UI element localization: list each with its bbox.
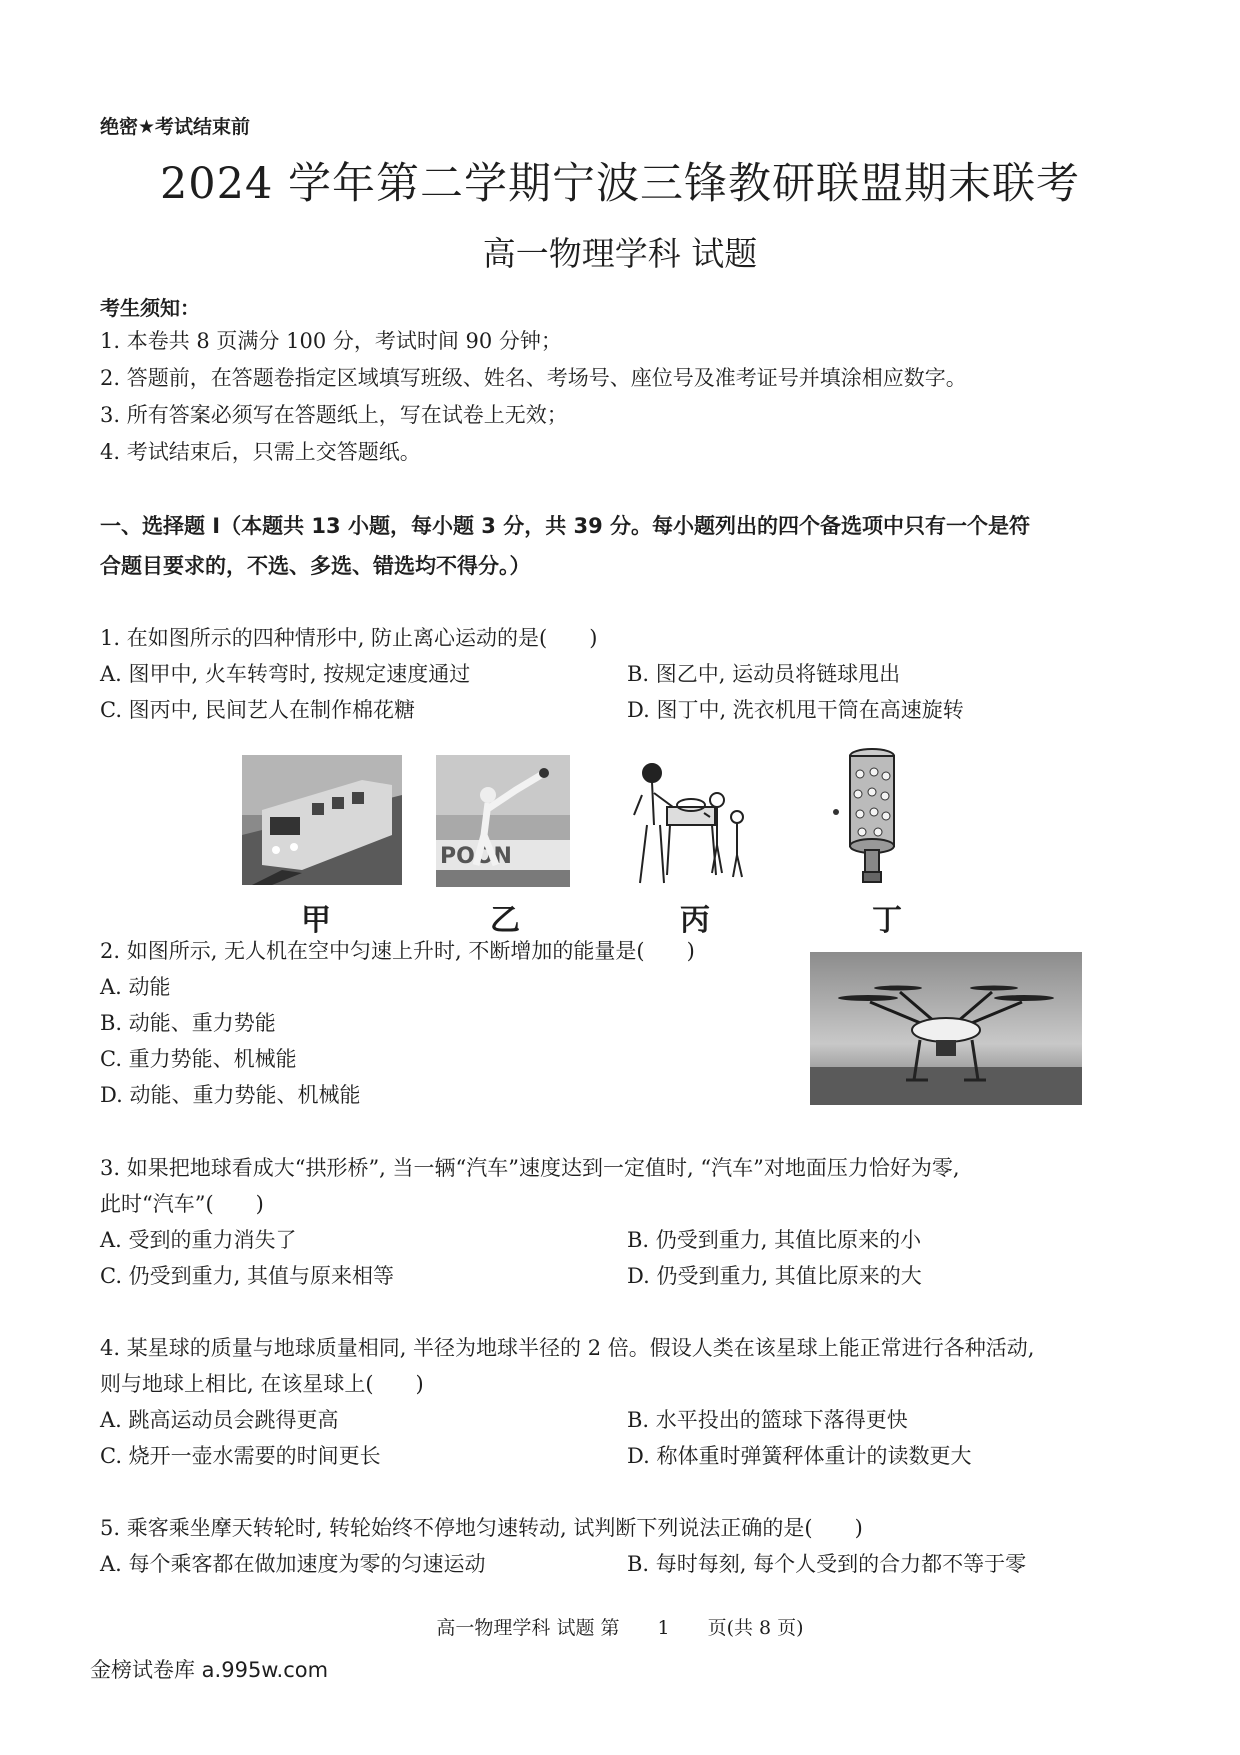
option-a: A. 动能 — [100, 975, 171, 999]
question-stem: 5. 乘客乘坐摩天转轮时, 转轮始终不停地匀速转动, 试判断下列说法正确的是( ) — [100, 1516, 863, 1540]
option-d: D. 仍受到重力, 其值比原来的大 — [627, 1264, 922, 1288]
option-d: D. 图丁中, 洗衣机甩干筒在高速旋转 — [627, 698, 964, 722]
watermark-text: 金榜试卷库 a.995w.com — [90, 1658, 329, 1682]
option-d: D. 称体重时弹簧秤体重计的读数更大 — [627, 1444, 972, 1468]
hammer-throw-photo — [436, 755, 570, 887]
cotton-candy-drawing — [612, 755, 762, 890]
notice-heading: 考生须知： — [100, 296, 200, 320]
question-stem: 则与地球上相比, 在该星球上( ) — [100, 1372, 424, 1396]
notice-item: 3. 所有答案必须写在答题纸上，写在试卷上无效； — [100, 403, 568, 427]
option-a: A. 图甲中, 火车转弯时, 按规定速度通过 — [100, 662, 471, 686]
drone-photo — [810, 952, 1082, 1105]
option-b: B. 仍受到重力, 其值比原来的小 — [627, 1228, 922, 1252]
option-a: A. 跳高运动员会跳得更高 — [100, 1408, 339, 1432]
exam-title: 2024 学年第二学期宁波三锋教研联盟期末联考 — [159, 159, 1081, 209]
option-d: D. 动能、重力势能、机械能 — [100, 1083, 361, 1107]
section-heading: 合题目要求的，不选、多选、错选均不得分。） — [100, 554, 531, 578]
question-stem: 4. 某星球的质量与地球质量相同, 半径为地球半径的 2 倍。假设人类在该星球上能正常进行各种活动, — [100, 1336, 1035, 1360]
question-stem: 2. 如图所示, 无人机在空中匀速上升时, 不断增加的能量是( ) — [100, 939, 695, 963]
figure-label: 甲 — [301, 903, 331, 938]
option-b: B. 动能、重力势能 — [100, 1011, 276, 1035]
question-stem: 此时“汽车”( ) — [100, 1192, 264, 1216]
option-b: B. 水平投出的篮球下落得更快 — [627, 1408, 908, 1432]
option-a: A. 每个乘客都在做加速度为零的匀速运动 — [100, 1552, 486, 1576]
option-c: C. 图丙中, 民间艺人在制作棉花糖 — [100, 698, 416, 722]
exam-subtitle: 高一物理学科 试题 — [482, 234, 758, 273]
option-b: B. 图乙中, 运动员将链球甩出 — [627, 662, 901, 686]
question-stem: 1. 在如图所示的四种情形中, 防止离心运动的是( ) — [100, 626, 598, 650]
option-b: B. 每时每刻, 每个人受到的合力都不等于零 — [627, 1552, 1027, 1576]
notice-item: 4. 考试结束后，只需上交答题纸。 — [100, 440, 421, 464]
figure-label: 丙 — [680, 903, 710, 938]
svg-text:POON: POON — [440, 844, 512, 869]
option-c: C. 烧开一壶水需要的时间更长 — [100, 1444, 381, 1468]
page-footer: 高一物理学科 试题 第 1 页(共 8 页) — [436, 1617, 804, 1639]
section-heading: 一、选择题 I（本题共 13 小题，每小题 3 分，共 39 分。每小题列出的四个备选项中只有一个是符 — [100, 514, 1031, 538]
question-stem: 3. 如果把地球看成大“拱形桥”, 当一辆“汽车”速度达到一定值时, “汽车”对地面压力恰好为零, — [100, 1156, 960, 1180]
option-c: C. 仍受到重力, 其值与原来相等 — [100, 1264, 395, 1288]
figure-label: 乙 — [490, 903, 520, 938]
figure-label: 丁 — [872, 903, 902, 938]
dryer-drum-drawing — [830, 742, 902, 890]
confidential-label: 绝密★考试结束前 — [100, 116, 251, 138]
train-photo — [242, 755, 402, 885]
notice-item: 1. 本卷共 8 页满分 100 分，考试时间 90 分钟； — [100, 329, 562, 353]
option-c: C. 重力势能、机械能 — [100, 1047, 297, 1071]
option-a: A. 受到的重力消失了 — [100, 1228, 297, 1252]
notice-item: 2. 答题前，在答题卷指定区域填写班级、姓名、考场号、座位号及准考证号并填涂相应数字。 — [100, 366, 967, 390]
